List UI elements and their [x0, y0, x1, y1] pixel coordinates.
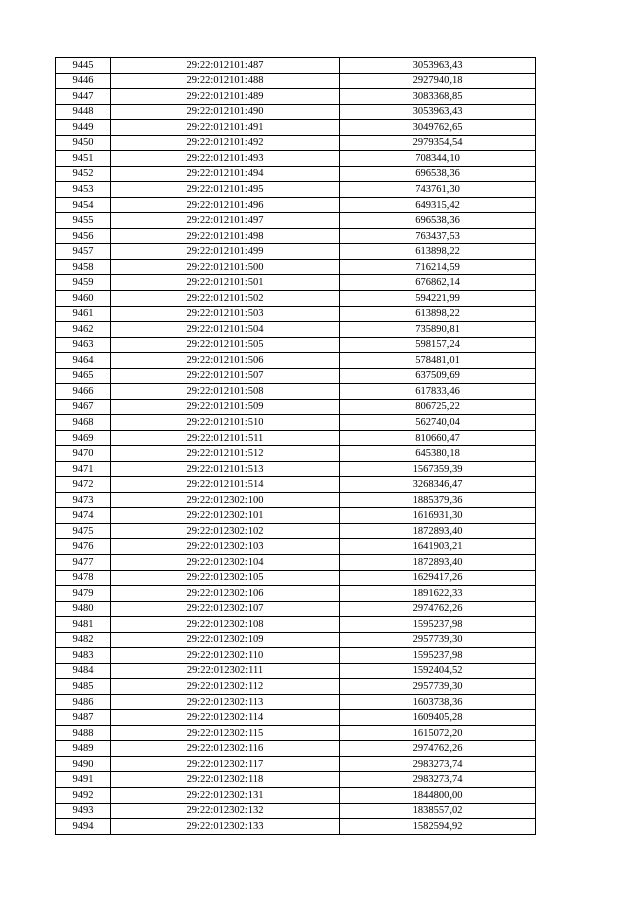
cadastral-number-cell: 29:22:012302:107: [111, 601, 340, 617]
cadastral-value-cell: 3053963,43: [340, 104, 536, 120]
cadastral-value-cell: 2927940,18: [340, 73, 536, 89]
table-row: [56, 135, 536, 151]
table-row: [56, 151, 536, 167]
row-number-cell: 9473: [56, 492, 111, 508]
cadastral-number-cell: 29:22:012302:118: [111, 772, 340, 788]
table-row: [56, 819, 536, 835]
row-number-cell: 9467: [56, 399, 111, 415]
row-number-cell: 9488: [56, 725, 111, 741]
table-row: [56, 508, 536, 524]
cadastral-value-cell: 1603738,36: [340, 694, 536, 710]
cadastral-number-cell: 29:22:012101:501: [111, 275, 340, 291]
row-number-cell: 9472: [56, 477, 111, 493]
cadastral-value-cell: 3053963,43: [340, 58, 536, 74]
cadastral-number-cell: 29:22:012101:499: [111, 244, 340, 260]
table-row: [56, 803, 536, 819]
row-number-cell: 9465: [56, 368, 111, 384]
row-number-cell: 9491: [56, 772, 111, 788]
row-number-cell: 9456: [56, 228, 111, 244]
cadastral-number-cell: 29:22:012101:506: [111, 353, 340, 369]
row-number-cell: 9446: [56, 73, 111, 89]
table-row: [56, 586, 536, 602]
cadastral-number-cell: 29:22:012302:101: [111, 508, 340, 524]
cadastral-number-cell: 29:22:012302:105: [111, 570, 340, 586]
row-number-cell: 9448: [56, 104, 111, 120]
table-row: [56, 694, 536, 710]
table-row: [56, 182, 536, 198]
row-number-cell: 9453: [56, 182, 111, 198]
table-row: [56, 710, 536, 726]
cadastral-number-cell: 29:22:012302:106: [111, 586, 340, 602]
cadastral-number-cell: 29:22:012101:488: [111, 73, 340, 89]
row-number-cell: 9483: [56, 648, 111, 664]
cadastral-number-cell: 29:22:012101:512: [111, 446, 340, 462]
row-number-cell: 9464: [56, 353, 111, 369]
cadastral-value-cell: 3083368,85: [340, 89, 536, 105]
cadastral-value-cell: 716214,59: [340, 259, 536, 275]
cadastral-number-cell: 29:22:012302:102: [111, 523, 340, 539]
row-number-cell: 9475: [56, 523, 111, 539]
cadastral-value-cell: 2957739,30: [340, 679, 536, 695]
cadastral-value-cell: 810660,47: [340, 430, 536, 446]
table-row: [56, 104, 536, 120]
cadastral-number-cell: 29:22:012101:491: [111, 120, 340, 136]
cadastral-number-cell: 29:22:012101:495: [111, 182, 340, 198]
cadastral-value-cell: 1582594,92: [340, 819, 536, 835]
cadastral-value-cell: 1616931,30: [340, 508, 536, 524]
cadastral-value-cell: 645380,18: [340, 446, 536, 462]
row-number-cell: 9469: [56, 430, 111, 446]
cadastral-number-cell: 29:22:012302:133: [111, 819, 340, 835]
cadastral-number-cell: 29:22:012101:494: [111, 166, 340, 182]
cadastral-number-cell: 29:22:012302:115: [111, 725, 340, 741]
table-row: [56, 213, 536, 229]
cadastral-value-cell: 637509,69: [340, 368, 536, 384]
cadastral-number-cell: 29:22:012302:110: [111, 648, 340, 664]
table-row: [56, 275, 536, 291]
cadastral-value-cell: 2979354,54: [340, 135, 536, 151]
table-row: [56, 725, 536, 741]
table-row: [56, 384, 536, 400]
row-number-cell: 9451: [56, 151, 111, 167]
row-number-cell: 9485: [56, 679, 111, 695]
cadastral-value-cell: 735890,81: [340, 322, 536, 338]
cadastral-value-cell: 2974762,26: [340, 601, 536, 617]
row-number-cell: 9460: [56, 290, 111, 306]
table-row: [56, 477, 536, 493]
row-number-cell: 9481: [56, 617, 111, 633]
table-row: [56, 741, 536, 757]
cadastral-number-cell: 29:22:012101:496: [111, 197, 340, 213]
row-number-cell: 9463: [56, 337, 111, 353]
row-number-cell: 9445: [56, 58, 111, 74]
row-number-cell: 9462: [56, 322, 111, 338]
cadastral-number-cell: 29:22:012302:116: [111, 741, 340, 757]
table-row: [56, 73, 536, 89]
cadastral-number-cell: 29:22:012302:132: [111, 803, 340, 819]
cadastral-value-cell: 1595237,98: [340, 648, 536, 664]
row-number-cell: 9466: [56, 384, 111, 400]
cadastral-number-cell: 29:22:012101:514: [111, 477, 340, 493]
cadastral-value-cell: 1592404,52: [340, 663, 536, 679]
cadastral-number-cell: 29:22:012101:498: [111, 228, 340, 244]
cadastral-value-cell: 696538,36: [340, 166, 536, 182]
table-row: [56, 415, 536, 431]
cadastral-value-cell: 1609405,28: [340, 710, 536, 726]
cadastral-value-cell: 617833,46: [340, 384, 536, 400]
row-number-cell: 9452: [56, 166, 111, 182]
cadastral-number-cell: 29:22:012101:509: [111, 399, 340, 415]
cadastral-number-cell: 29:22:012302:112: [111, 679, 340, 695]
row-number-cell: 9477: [56, 555, 111, 571]
cadastral-number-cell: 29:22:012302:131: [111, 787, 340, 803]
cadastral-number-cell: 29:22:012302:103: [111, 539, 340, 555]
cadastral-number-cell: 29:22:012101:489: [111, 89, 340, 105]
row-number-cell: 9447: [56, 89, 111, 105]
row-number-cell: 9470: [56, 446, 111, 462]
cadastral-value-cell: 613898,22: [340, 244, 536, 260]
cadastral-value-cell: 2974762,26: [340, 741, 536, 757]
table-row: [56, 197, 536, 213]
row-number-cell: 9479: [56, 586, 111, 602]
table-row: [56, 290, 536, 306]
cadastral-value-cell: 1838557,02: [340, 803, 536, 819]
row-number-cell: 9476: [56, 539, 111, 555]
cadastral-number-cell: 29:22:012302:100: [111, 492, 340, 508]
cadastral-value-cell: 2983273,74: [340, 756, 536, 772]
row-number-cell: 9489: [56, 741, 111, 757]
cadastral-value-cell: 3268346,47: [340, 477, 536, 493]
table-row: [56, 337, 536, 353]
row-number-cell: 9468: [56, 415, 111, 431]
cadastral-number-cell: 29:22:012302:109: [111, 632, 340, 648]
row-number-cell: 9484: [56, 663, 111, 679]
cadastral-value-cell: 1629417,26: [340, 570, 536, 586]
cadastral-value-cell: 1872893,40: [340, 555, 536, 571]
row-number-cell: 9486: [56, 694, 111, 710]
cadastral-value-cell: 806725,22: [340, 399, 536, 415]
cadastral-number-cell: 29:22:012101:497: [111, 213, 340, 229]
cadastral-number-cell: 29:22:012101:505: [111, 337, 340, 353]
table-row: [56, 166, 536, 182]
row-number-cell: 9455: [56, 213, 111, 229]
cadastral-value-cell: 1567359,39: [340, 461, 536, 477]
cadastral-number-cell: 29:22:012302:117: [111, 756, 340, 772]
cadastral-value-cell: 1891622,33: [340, 586, 536, 602]
cadastral-value-cell: 2983273,74: [340, 772, 536, 788]
cadastral-number-cell: 29:22:012101:513: [111, 461, 340, 477]
cadastral-value-cell: 1885379,36: [340, 492, 536, 508]
cadastral-value-cell: 696538,36: [340, 213, 536, 229]
cadastral-number-cell: 29:22:012101:510: [111, 415, 340, 431]
table-row: [56, 259, 536, 275]
table-row: [56, 322, 536, 338]
row-number-cell: 9492: [56, 787, 111, 803]
cadastral-value-cell: 743761,30: [340, 182, 536, 198]
row-number-cell: 9457: [56, 244, 111, 260]
row-number-cell: 9494: [56, 819, 111, 835]
table-row: [56, 772, 536, 788]
cadastral-number-cell: 29:22:012101:487: [111, 58, 340, 74]
cadastral-value-cell: 708344,10: [340, 151, 536, 167]
cadastral-number-cell: 29:22:012101:507: [111, 368, 340, 384]
cadastral-number-cell: 29:22:012101:493: [111, 151, 340, 167]
table-row: [56, 523, 536, 539]
cadastral-value-cell: 613898,22: [340, 306, 536, 322]
table-row: [56, 663, 536, 679]
row-number-cell: 9458: [56, 259, 111, 275]
cadastral-value-cell: 578481,01: [340, 353, 536, 369]
table-row: [56, 446, 536, 462]
cadastral-value-cell: 649315,42: [340, 197, 536, 213]
cadastral-value-cell: 3049762,65: [340, 120, 536, 136]
cadastral-value-cell: 1844800,00: [340, 787, 536, 803]
table-row: [56, 368, 536, 384]
cadastral-value-cell: 1595237,98: [340, 617, 536, 633]
table-row: [56, 244, 536, 260]
row-number-cell: 9459: [56, 275, 111, 291]
cadastral-number-cell: 29:22:012101:502: [111, 290, 340, 306]
row-number-cell: 9482: [56, 632, 111, 648]
row-number-cell: 9480: [56, 601, 111, 617]
row-number-cell: 9461: [56, 306, 111, 322]
row-number-cell: 9478: [56, 570, 111, 586]
cadastral-number-cell: 29:22:012101:508: [111, 384, 340, 400]
table-row: [56, 679, 536, 695]
table-row: [56, 461, 536, 477]
row-number-cell: 9487: [56, 710, 111, 726]
cadastral-value-cell: 763437,53: [340, 228, 536, 244]
table-body: [56, 58, 536, 835]
cadastral-number-cell: 29:22:012101:511: [111, 430, 340, 446]
table-row: [56, 306, 536, 322]
table-row: [56, 555, 536, 571]
cadastral-value-cell: 1641903,21: [340, 539, 536, 555]
table-row: [56, 617, 536, 633]
cadastral-value-cell: 1615072,20: [340, 725, 536, 741]
cadastral-number-cell: 29:22:012302:113: [111, 694, 340, 710]
table-row: [56, 539, 536, 555]
cadastral-number-cell: 29:22:012101:503: [111, 306, 340, 322]
cadastral-number-cell: 29:22:012101:504: [111, 322, 340, 338]
row-number-cell: 9450: [56, 135, 111, 151]
cadastral-number-cell: 29:22:012101:490: [111, 104, 340, 120]
cadastral-number-cell: 29:22:012302:108: [111, 617, 340, 633]
table-row: [56, 120, 536, 136]
cadastral-number-cell: 29:22:012302:111: [111, 663, 340, 679]
table-row: [56, 570, 536, 586]
row-number-cell: 9474: [56, 508, 111, 524]
row-number-cell: 9449: [56, 120, 111, 136]
row-number-cell: 9454: [56, 197, 111, 213]
cadastral-value-cell: 2957739,30: [340, 632, 536, 648]
table-row: [56, 632, 536, 648]
row-number-cell: 9471: [56, 461, 111, 477]
table-row: [56, 756, 536, 772]
table-row: [56, 399, 536, 415]
cadastral-number-cell: 29:22:012101:500: [111, 259, 340, 275]
table-row: [56, 492, 536, 508]
cadastral-value-cell: 676862,14: [340, 275, 536, 291]
table-row: [56, 430, 536, 446]
cadastral-number-cell: 29:22:012302:114: [111, 710, 340, 726]
table-row: [56, 353, 536, 369]
table-row: [56, 787, 536, 803]
cadastral-value-cell: 562740,04: [340, 415, 536, 431]
cadastral-value-cell: 594221,99: [340, 290, 536, 306]
row-number-cell: 9490: [56, 756, 111, 772]
table-row: [56, 648, 536, 664]
cadastral-number-cell: 29:22:012101:492: [111, 135, 340, 151]
table-row: [56, 601, 536, 617]
table-row: [56, 89, 536, 105]
cadastral-number-cell: 29:22:012302:104: [111, 555, 340, 571]
cadastral-value-cell: 598157,24: [340, 337, 536, 353]
table-row: [56, 58, 536, 74]
row-number-cell: 9493: [56, 803, 111, 819]
cadastral-value-table: [55, 57, 536, 835]
table-row: [56, 228, 536, 244]
cadastral-value-cell: 1872893,40: [340, 523, 536, 539]
